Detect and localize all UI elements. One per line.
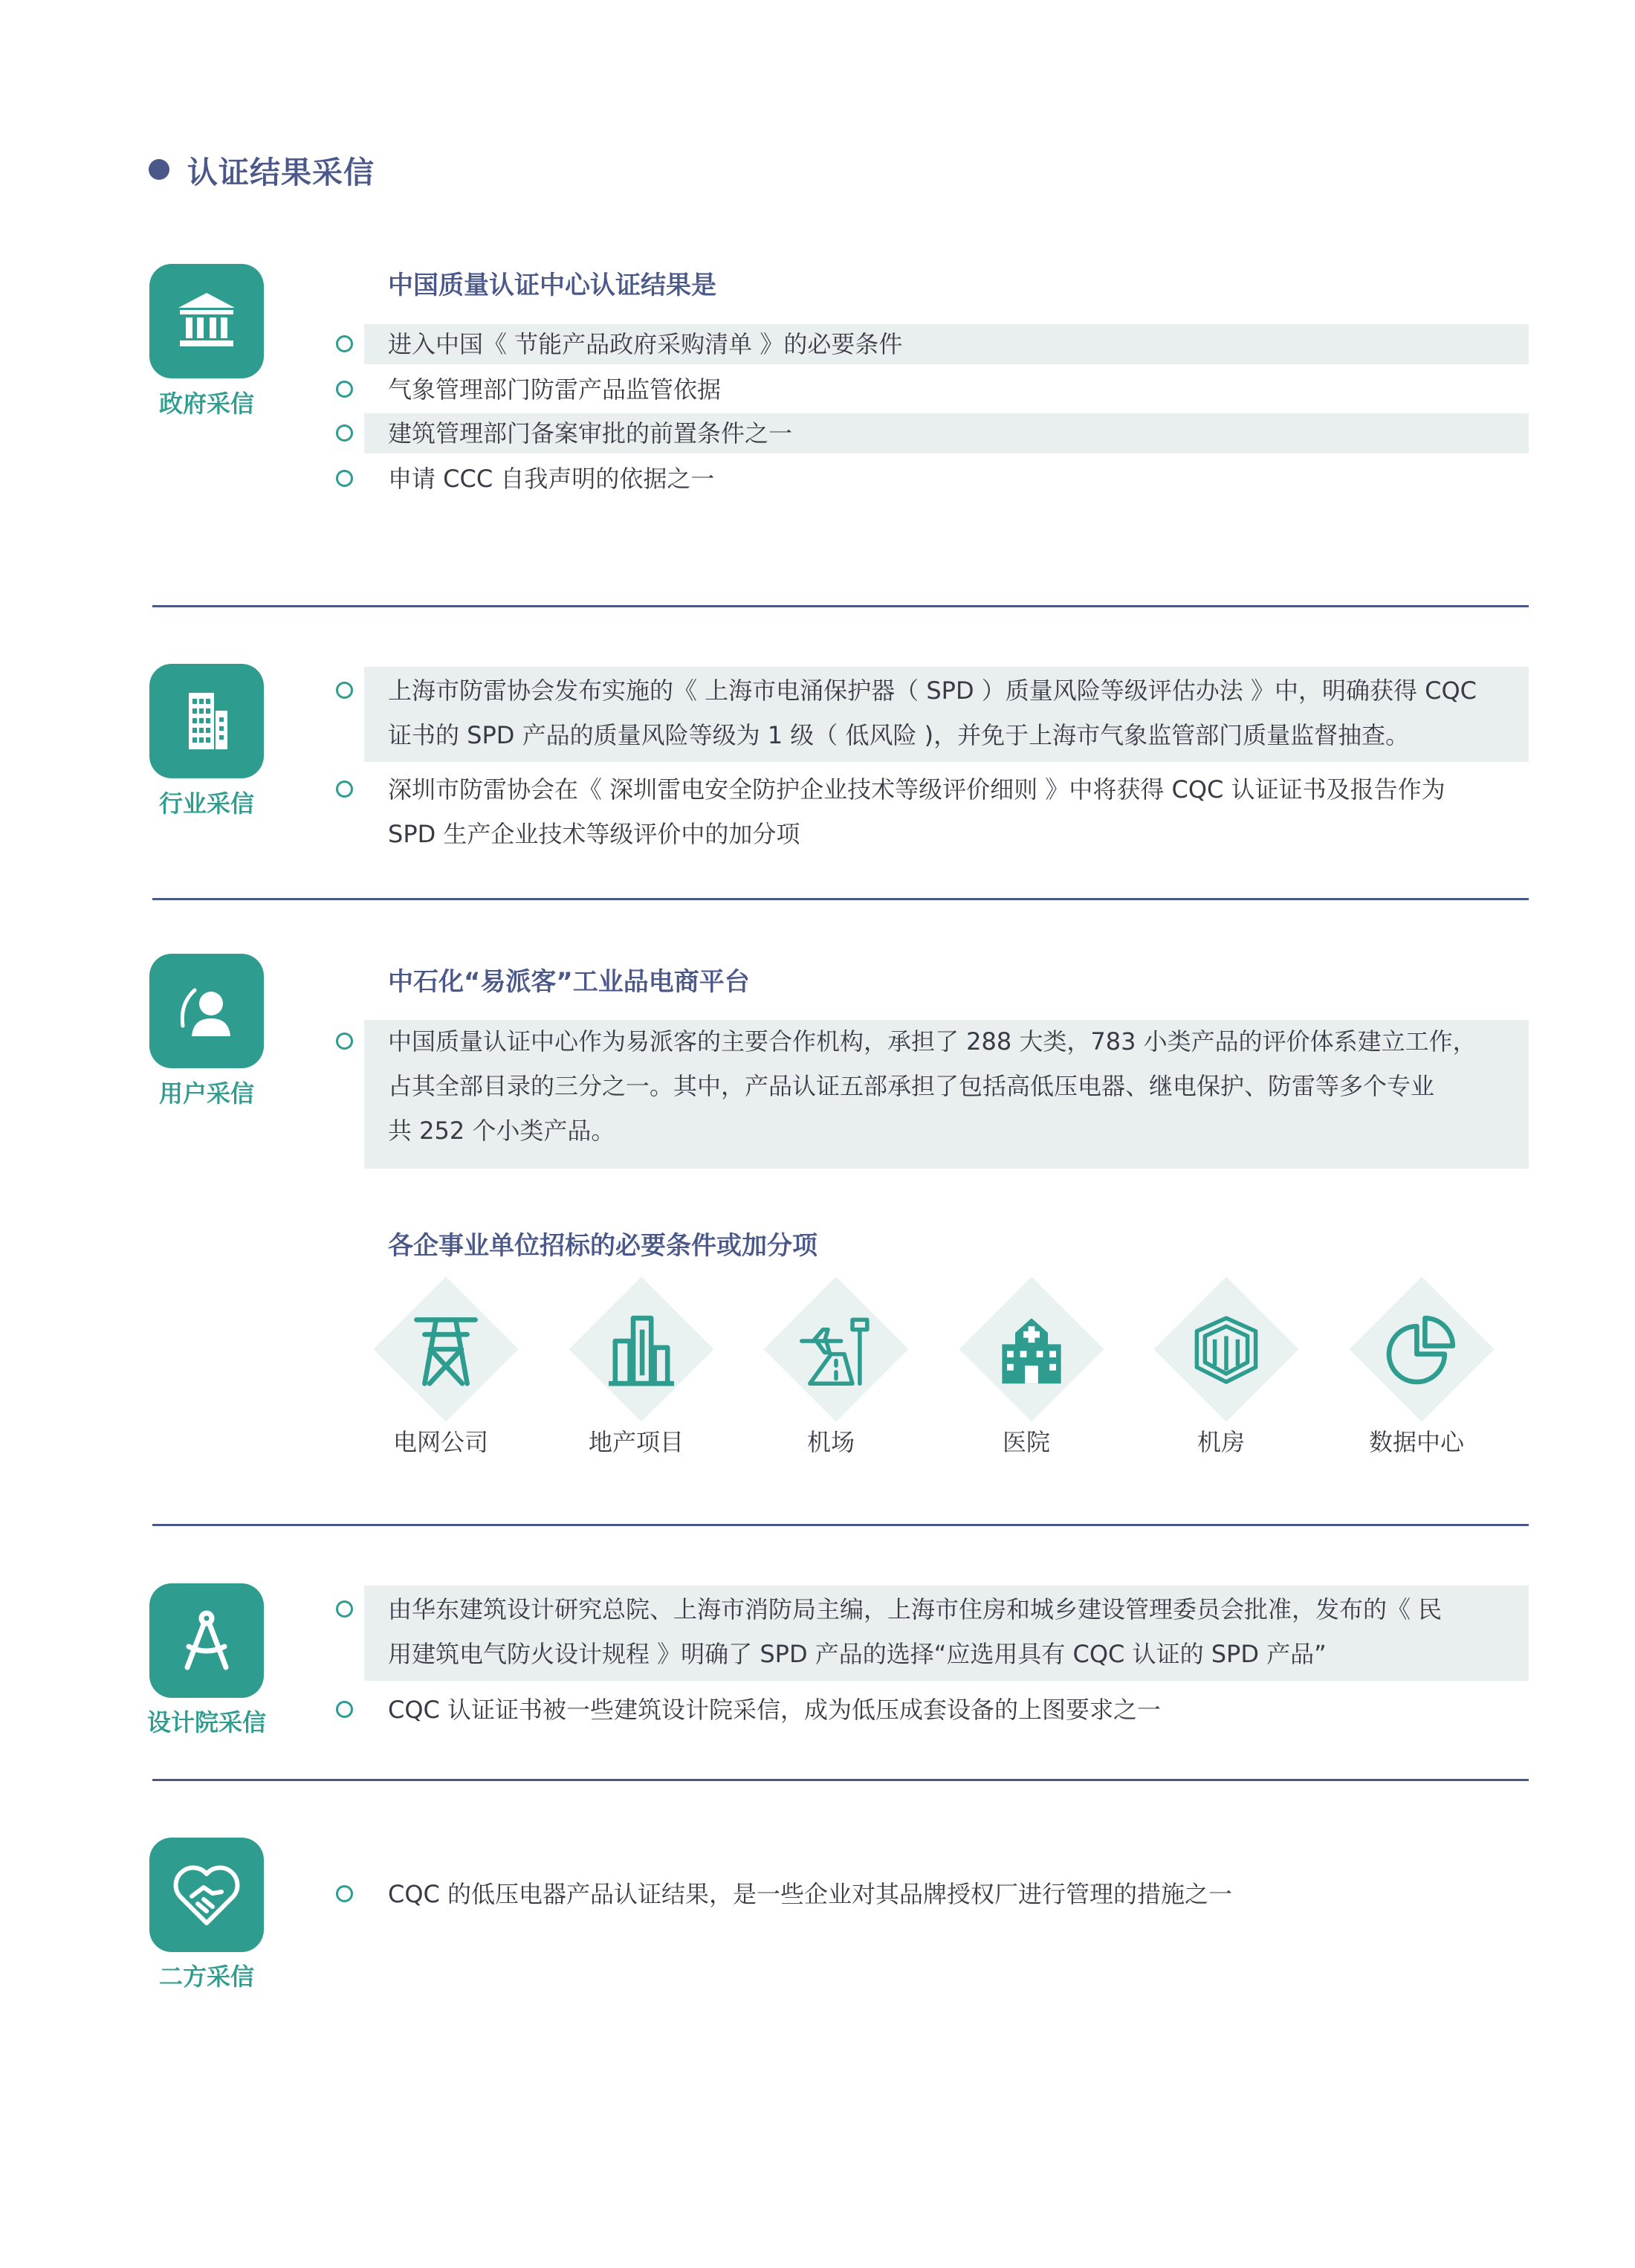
office-building-icon: [149, 664, 264, 778]
bullet-icon: [336, 1701, 353, 1718]
list-item: 进入中国《 节能产品政府采购清单 》的必要条件: [388, 330, 903, 358]
page-heading: [149, 146, 375, 193]
bullet-icon: [336, 1885, 353, 1902]
list-item-line: 占其全部目录的三分之一。其中，产品认证五部承担了包括高低压电器、继电保护、防雷等多个专业: [388, 1072, 1435, 1100]
list-item-line: SPD 生产企业技术等级评价中的加分项: [388, 820, 800, 848]
list-item-line: 用建筑电气防火设计规程 》明确了 SPD 产品的选择“应选用具有 CQC 认证的 SPD 产品”: [388, 1640, 1327, 1668]
list-item-line: CQC 的低压电器产品认证结果，是一些企业对其品牌授权厂进行管理的措施之一: [388, 1880, 1233, 1908]
category-server-room: [1144, 1279, 1308, 1487]
bullet-icon: [336, 682, 353, 699]
category-hospital: [950, 1279, 1113, 1487]
list-item-line: CQC 认证证书被一些建筑设计院采信，成为低压成套设备的上图要求之一: [388, 1696, 1162, 1724]
section-label-government: 政府采信: [158, 390, 254, 418]
category-label: 机房: [1197, 1428, 1245, 1456]
heading-bullet-icon: [149, 159, 169, 180]
category-label: 机场: [806, 1428, 855, 1456]
section-label-design-institute: 设计院采信: [146, 1708, 266, 1736]
bullet-icon: [336, 1033, 353, 1050]
list-item-line: 由华东建筑设计研究总院、上海市消防局主编，上海市住房和城乡建设管理委员会批准，发布的《 民: [388, 1595, 1443, 1624]
category-real-estate: [560, 1279, 723, 1487]
list-item-line: 证书的 SPD 产品的质量风险等级为 1 级（ 低风险 )，并免于上海市气象监管部门质量监督抽查。: [388, 721, 1410, 749]
power-tower-icon: [405, 1308, 487, 1390]
category-label: 电网公司: [392, 1428, 488, 1456]
bullet-icon: [336, 381, 353, 398]
handshake-heart-icon: [149, 1838, 264, 1952]
airport-icon: [795, 1308, 877, 1390]
list-item-line: 中国质量认证中心作为易派客的主要合作机构，承担了 288 大类，783 小类产品的评价体系建立工作，: [388, 1027, 1477, 1056]
category-data-center: [1340, 1279, 1503, 1487]
bullet-icon: [336, 781, 353, 798]
category-power-grid: [364, 1279, 528, 1487]
drafting-compass-icon: [149, 1583, 264, 1698]
section-divider: [152, 605, 1529, 607]
category-label: 医院: [1002, 1428, 1050, 1456]
list-item: 申请 CCC 自我声明的依据之一: [388, 465, 715, 493]
server-room-icon: [1185, 1308, 1267, 1390]
section-divider: [152, 898, 1529, 900]
list-item: 气象管理部门防雷产品监管依据: [388, 375, 722, 404]
section-subtitle-government: 中国质量认证中心认证结果是: [388, 271, 716, 300]
list-item-line: 深圳市防雷协会在《 深圳雷电安全防护企业技术等级评价细则 》中将获得 CQC 认证证书及报告作为: [388, 775, 1445, 804]
section-subtitle-user: 中石化“易派客”工业品电商平台: [388, 967, 750, 997]
pie-chart-icon: [1381, 1308, 1463, 1390]
user-icon: [149, 954, 264, 1068]
government-building-icon: [149, 264, 264, 378]
page-title: 认证结果采信: [187, 154, 375, 190]
section-subtitle-bidding: 各企事业单位招标的必要条件或加分项: [388, 1231, 818, 1261]
bullet-icon: [336, 424, 353, 442]
category-label: 数据中心: [1368, 1428, 1464, 1456]
city-buildings-icon: [600, 1308, 682, 1390]
category-airport: [754, 1279, 918, 1487]
bullet-icon: [336, 335, 353, 352]
list-item: 建筑管理部门备案审批的前置条件之一: [388, 419, 793, 448]
section-label-second-party: 二方采信: [158, 1962, 254, 1991]
category-grid: [364, 1279, 1524, 1487]
hospital-icon: [991, 1308, 1072, 1390]
section-divider: [152, 1779, 1529, 1781]
list-item-line: 上海市防雷协会发布实施的《 上海市电涌保护器（ SPD ）质量风险等级评估办法 》中，明确获得 CQC: [388, 676, 1477, 705]
bullet-icon: [336, 470, 353, 487]
bullet-icon: [336, 1600, 353, 1618]
section-label-user: 用户采信: [158, 1079, 254, 1108]
section-label-industry: 行业采信: [158, 789, 254, 818]
category-label: 地产项目: [588, 1428, 684, 1456]
list-item-line: 共 252 个小类产品。: [388, 1117, 615, 1145]
section-divider: [152, 1524, 1529, 1526]
